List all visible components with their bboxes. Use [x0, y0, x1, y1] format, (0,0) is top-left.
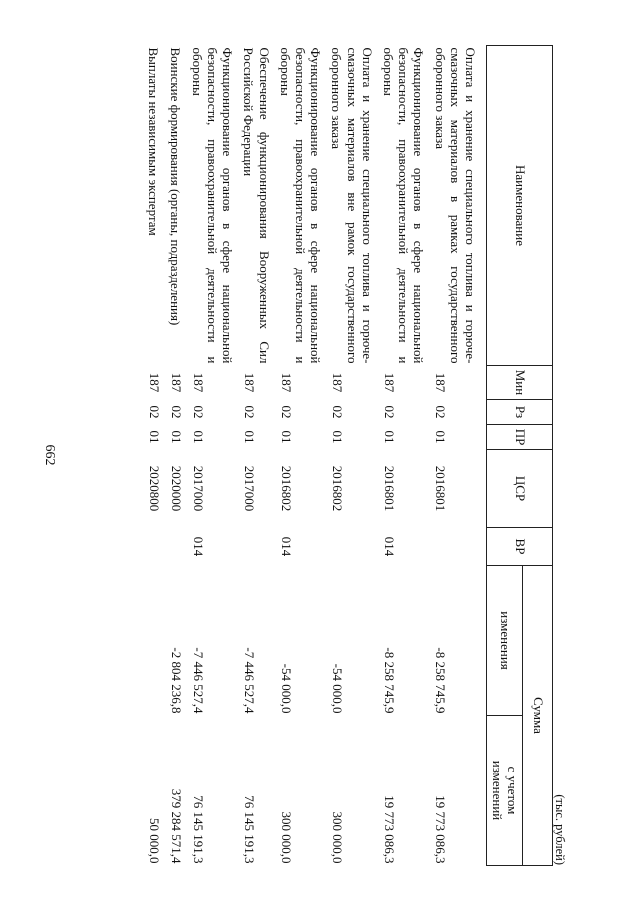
table-row: [239, 46, 275, 866]
header-summa: Сумма: [523, 566, 553, 866]
row-change: -7 446 527,4: [242, 647, 258, 714]
table-row: [430, 46, 486, 866]
row-csr: 2017000: [190, 465, 206, 512]
row-total: 19 773 086,3: [381, 795, 397, 864]
header-with-changes-line1: с учетом: [505, 766, 521, 815]
table-row: [166, 46, 188, 866]
units-label: (тыс. рублей): [553, 794, 567, 865]
row-pr: 01: [381, 430, 397, 444]
row-min: 187: [168, 372, 184, 393]
row-rz: 02: [146, 405, 162, 419]
row-rz: 02: [278, 405, 294, 419]
header-csr: ЦСР: [487, 450, 553, 528]
row-min: 187: [433, 372, 449, 393]
row-csr: 2016802: [278, 465, 294, 512]
header-with-changes-line2: изменений: [490, 760, 506, 821]
row-pr: 01: [330, 430, 346, 444]
row-vr: [239, 528, 275, 566]
row-csr: 2017000: [242, 465, 258, 512]
table-row: [188, 46, 240, 866]
row-change: -2 804 236,8: [168, 647, 184, 714]
row-rz: 02: [330, 405, 346, 419]
row-pr: 01: [242, 430, 258, 444]
row-min: 187: [190, 372, 206, 393]
row-rz: 02: [190, 405, 206, 419]
rotated-page: [42, 45, 567, 865]
row-vr: 014: [190, 536, 206, 557]
row-total: 19 773 086,3: [433, 795, 449, 864]
row-total: 50 000,0: [146, 818, 162, 864]
header-rz: Рз: [487, 400, 553, 425]
row-pr: 01: [190, 430, 206, 444]
table-row: [276, 46, 328, 866]
row-vr: [430, 528, 486, 566]
row-name: Оплата и хранение специального топлива и горюче-смазочных материалов в рамках государственного оборонного заказа: [432, 47, 478, 364]
header-name: Наименование: [487, 46, 553, 366]
budget-table: [144, 45, 553, 866]
row-min: 187: [278, 372, 294, 393]
row-csr: 2020800: [146, 465, 162, 512]
row-min: 187: [242, 372, 258, 393]
row-rz: 02: [433, 405, 449, 419]
row-csr: 2020000: [168, 465, 184, 512]
row-name: Функционирование органов в сфере национальной безопасности, правоохранительной деятельности и обороны: [380, 47, 427, 364]
row-total: 379 284 571,4: [168, 788, 184, 864]
row-total: 300 000,0: [330, 811, 346, 864]
row-vr: [166, 528, 188, 566]
row-name: Выплаты независимым экспертам: [145, 47, 161, 236]
row-name: Функционирование органов в сфере национальной безопасности, правоохранительной деятельности и обороны: [189, 47, 236, 364]
header-min: Мин: [487, 366, 553, 400]
row-total: 76 145 191,3: [242, 795, 258, 864]
row-name: Функционирование органов в сфере национальной безопасности, правоохранительной деятельности и обороны: [277, 47, 324, 364]
row-pr: 01: [146, 430, 162, 444]
header-with-changes: [487, 716, 523, 866]
row-pr: 01: [278, 430, 294, 444]
row-csr: 2016801: [381, 465, 397, 512]
row-change: [144, 566, 166, 716]
row-min: 187: [381, 372, 397, 393]
row-pr: 01: [168, 430, 184, 444]
row-rz: 02: [242, 405, 258, 419]
table-row: [379, 46, 431, 866]
row-name: Воинские формирования (органы, подразделения): [167, 47, 183, 326]
row-name: Оплата и хранение специального топлива и горюче-смазочных материалов вне рамок государственного оборонного заказа: [329, 47, 375, 364]
row-change: -54 000,0: [330, 663, 346, 714]
row-change: -8 258 745,9: [381, 647, 397, 714]
row-change: -7 446 527,4: [190, 647, 206, 714]
row-change: -8 258 745,9: [433, 647, 449, 714]
page-number: 662: [42, 444, 57, 466]
row-pr: 01: [433, 430, 449, 444]
table-body: [144, 46, 487, 866]
row-name: Обеспечение функционирования Вооруженных Сил Российской Федерации: [241, 47, 272, 364]
row-rz: 02: [168, 405, 184, 419]
header-vr: ВР: [487, 528, 553, 566]
header-changes: изменения: [487, 566, 523, 716]
row-vr: [144, 528, 166, 566]
row-vr: 014: [381, 536, 397, 557]
table-row: [144, 46, 166, 866]
row-csr: 2016802: [330, 465, 346, 512]
row-min: 187: [146, 372, 162, 393]
row-total: 300 000,0: [278, 811, 294, 864]
table-row: [327, 46, 379, 866]
row-min: 187: [330, 372, 346, 393]
row-vr: [327, 528, 379, 566]
row-total: 76 145 191,3: [190, 795, 206, 864]
row-csr: 2016801: [433, 465, 449, 512]
row-vr: 014: [278, 536, 294, 557]
row-rz: 02: [381, 405, 397, 419]
header-pr: ПР: [487, 425, 553, 450]
row-change: -54 000,0: [278, 663, 294, 714]
